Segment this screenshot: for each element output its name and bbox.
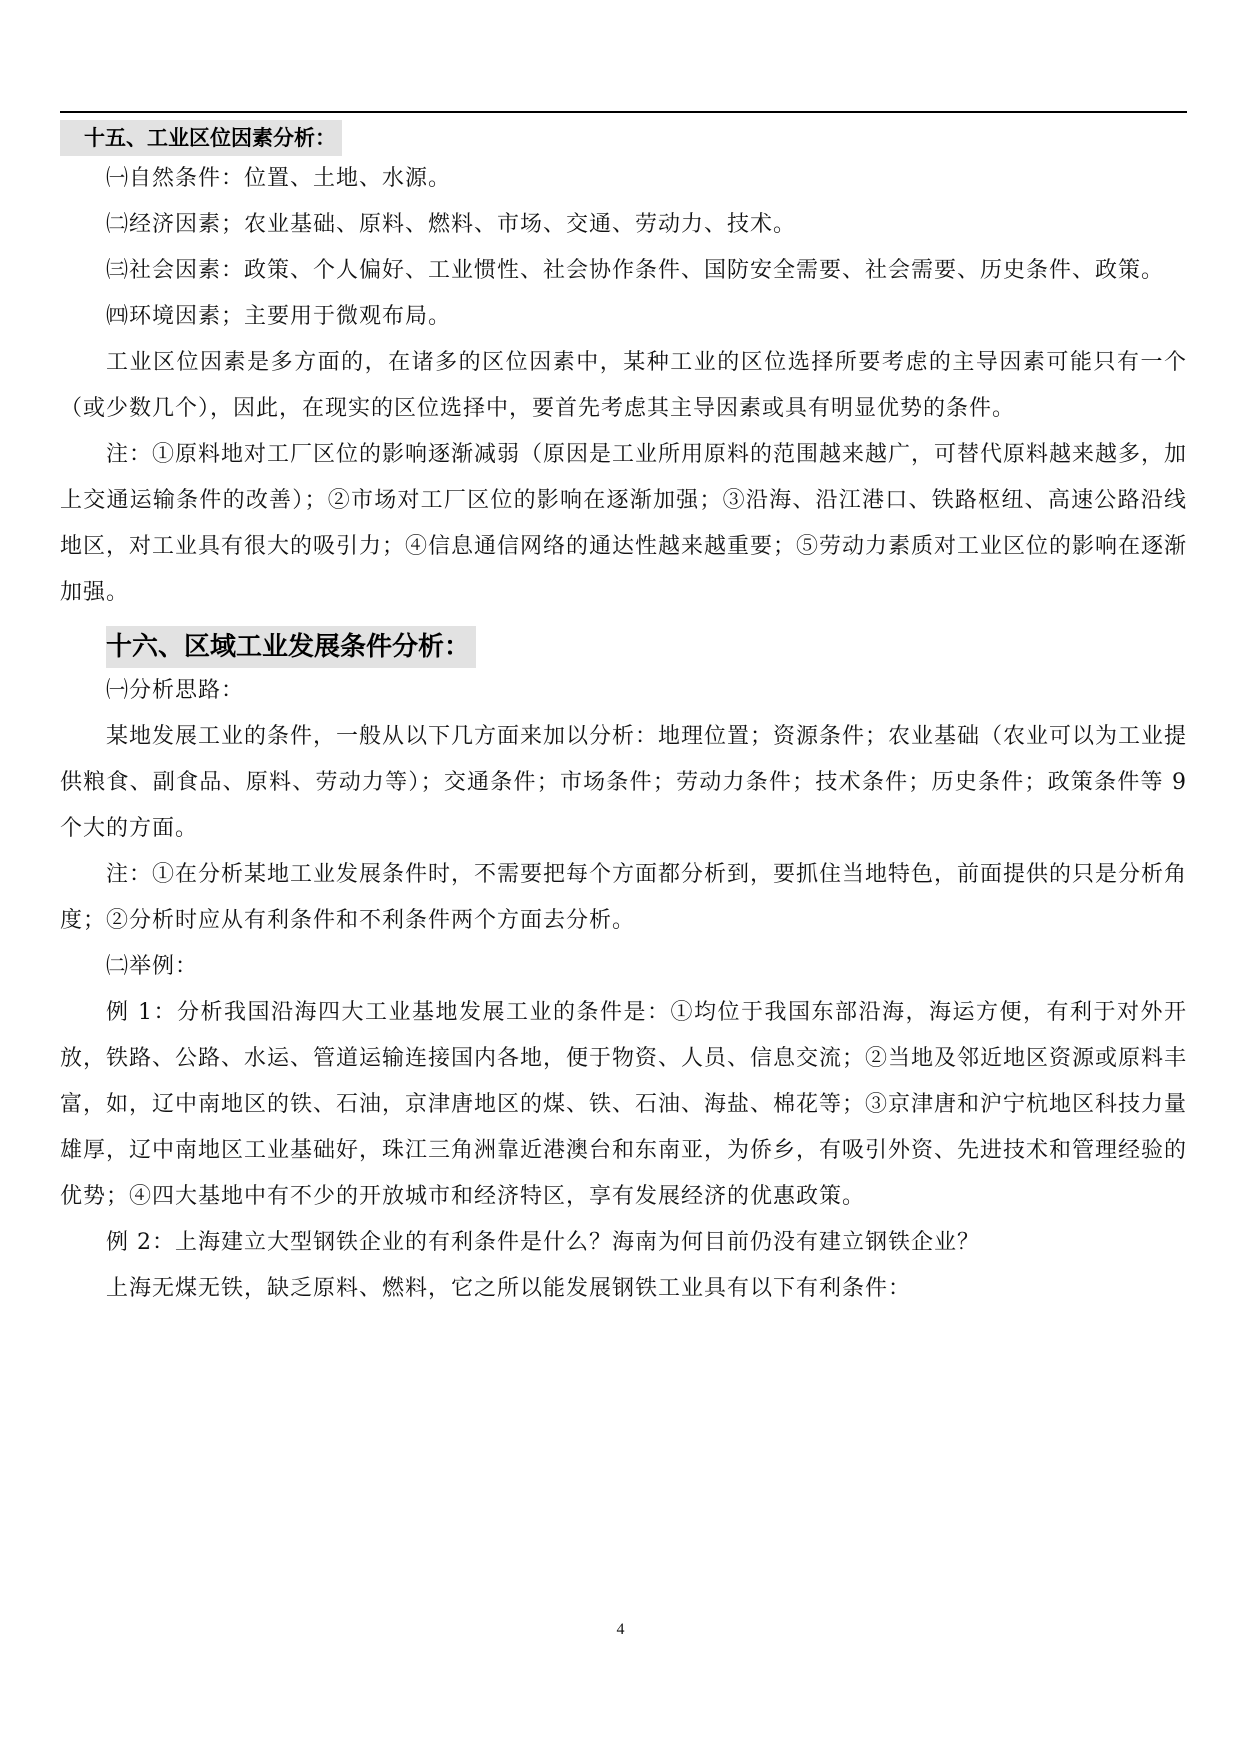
section-15-paragraph: ㈡经济因素；农业基础、原料、燃料、市场、交通、劳动力、技术。 [106, 212, 797, 237]
section-15-heading: 十五、工业区位因素分析： [60, 120, 342, 156]
section-15-paragraph: 工业区位因素是多方面的，在诸多的区位因素中，某种工业的区位选择所要考虑的主导因素可能只有一个（或少数几个），因此，在现实的区位选择中，要首先考虑其主导因素或具有明显优势的条件。 [60, 350, 1187, 421]
section-16-note: 注：①在分析某地工业发展条件时，不需要把每个方面都分析到，要抓住当地特色，前面提供的只是分析角度；②分析时应从有利条件和不利条件两个方面去分析。 [60, 862, 1188, 933]
section-16-example-1: 例 1：分析我国沿海四大工业基地发展工业的条件是：①均位于我国东部沿海，海运方便，有利于对外开放，铁路、公路、水运、管道运输连接国内各地，便于物资、人员、信息交流；②当地及邻近地区资源或原料丰富，如，辽中南地区的铁、石油，京津唐地区的煤、铁、石油、海盐、棉花等；③京津唐和沪宁杭地区科技力量雄厚，辽中南地区工业基础好，珠江三角洲靠近港澳台和东南亚，为侨乡，有吸引外资、先进技术和管理经验的优势；④四大基地中有不少的开放城市和经济特区，享有发展经济的优惠政策。 [60, 1000, 1188, 1209]
section-15-paragraph: ㈣环境因素；主要用于微观布局。 [106, 304, 452, 329]
section-15-paragraph: ㈠自然条件：位置、土地、水源。 [106, 166, 452, 191]
header-rule [60, 111, 1187, 113]
section-16-heading: 十六、区域工业发展条件分析： [106, 626, 476, 668]
page-number: 4 [616, 1621, 625, 1638]
section-16-paragraph: ㈠分析思路： [106, 678, 245, 703]
section-15-paragraph: ㈢社会因素：政策、个人偏好、工业惯性、社会协作条件、国防安全需要、社会需要、历史条件、政策。 [106, 258, 1165, 283]
section-16-paragraph: 某地发展工业的条件，一般从以下几方面来加以分析：地理位置；资源条件；农业基础（农业可以为工业提供粮食、副食品、原料、劳动力等）；交通条件；市场条件；劳动力条件；技术条件；历史条件；政策条件等 9 个大的方面。 [60, 724, 1188, 841]
section-16-paragraph: ㈡举例： [106, 954, 199, 979]
document-body [60, 120, 1187, 1312]
section-16-paragraph: 上海无煤无铁，缺乏原料、燃料，它之所以能发展钢铁工业具有以下有利条件： [106, 1276, 912, 1301]
section-16-example-2: 例 2：上海建立大型钢铁企业的有利条件是什么？海南为何目前仍没有建立钢铁企业？ [106, 1230, 980, 1255]
section-15-note: 注：①原料地对工厂区位的影响逐渐减弱（原因是工业所用原料的范围越来越广，可替代原料越来越多，加上交通运输条件的改善）；②市场对工厂区位的影响在逐渐加强；③沿海、沿江港口、铁路枢纽、高速公路沿线地区，对工业具有很大的吸引力；④信息通信网络的通达性越来越重要；⑤劳动力素质对工业区位的影响在逐渐加强。 [60, 442, 1188, 605]
